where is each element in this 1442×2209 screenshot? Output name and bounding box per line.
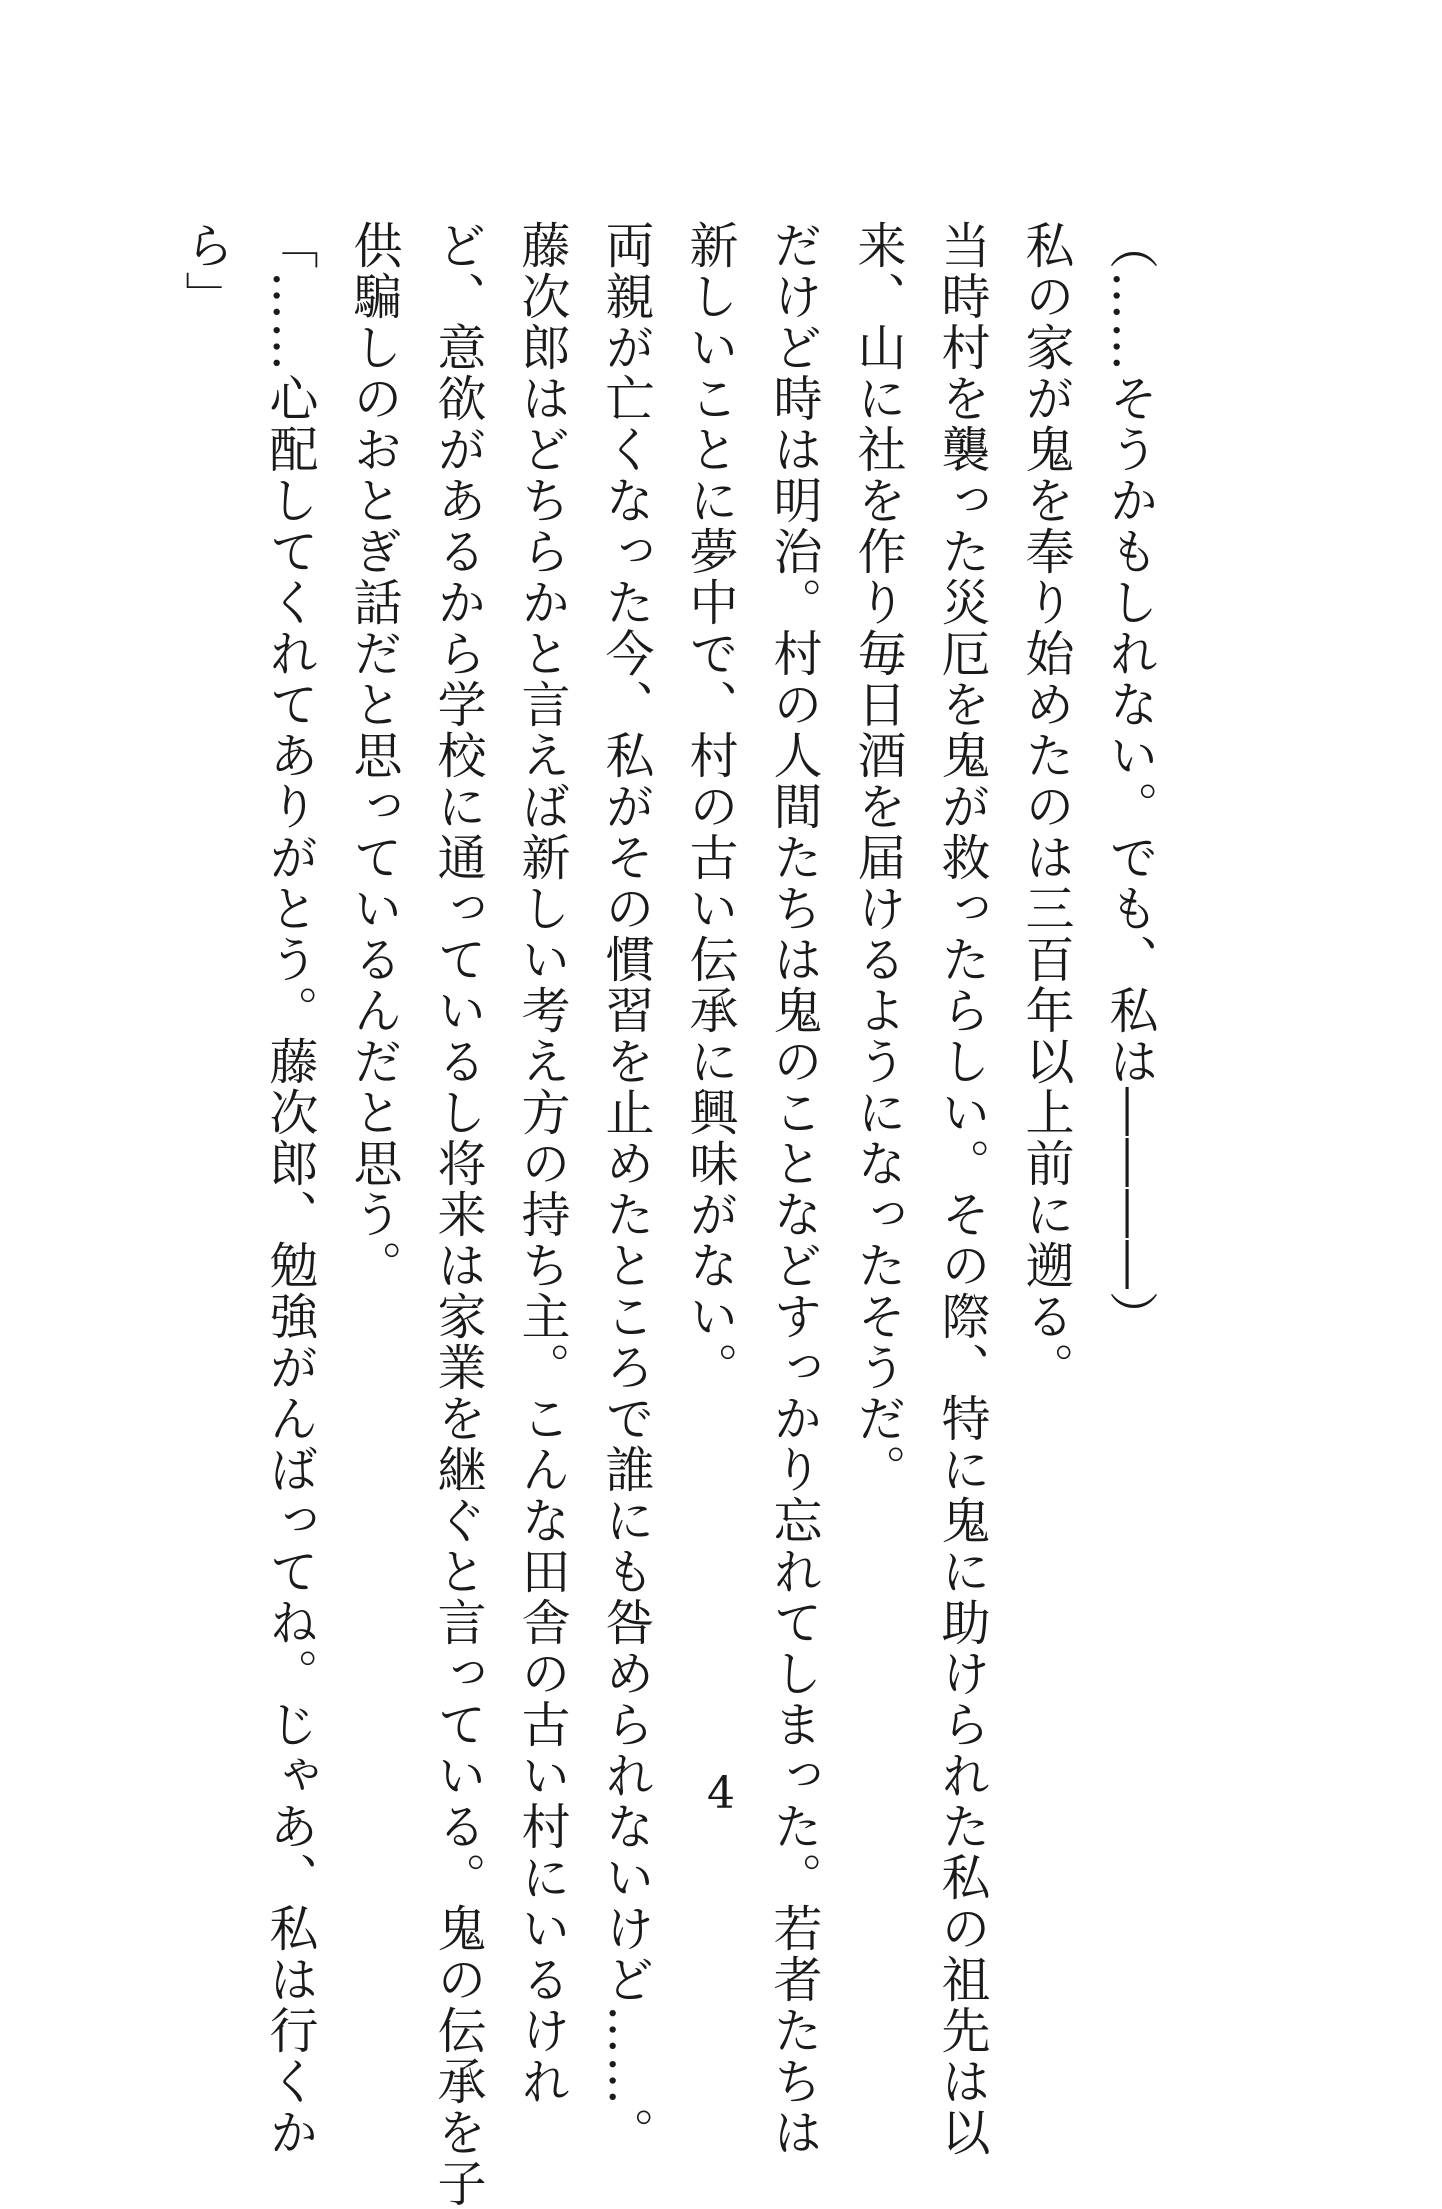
text-line: 供騙しのおとぎ話だと思っているんだと思う。	[346, 220, 403, 1291]
text-line: 藤次郎はどちらかと言えば新しい考え方の持ち主。こんな田舎の古い村にいるけれ	[514, 220, 571, 2107]
text-line: 当時村を襲った災厄を鬼が救ったらしい。その際、特に鬼に助けられた私の祖先は以	[934, 220, 991, 2158]
text-line: 両親が亡くなった今、私がその慣習を止めたところで誰にも咎められないけど……。	[598, 220, 655, 2158]
text-line: 来、山に社を作り毎日酒を届けるようになったそうだ。	[850, 220, 907, 1495]
text-line: 私の家が鬼を奉り始めたのは三百年以上前に遡る。	[1018, 220, 1075, 1393]
text-line: 「……心配してくれてありがとう。藤次郎、勉強がんばってね。じゃあ、私は行くか	[262, 220, 319, 2158]
page-number: 4	[707, 1768, 735, 1819]
text-line: 新しいことに夢中で、村の古い伝承に興味がない。	[682, 220, 739, 1393]
text-line: だけど時は明治。村の人間たちは鬼のことなどすっかり忘れてしまった。若者たちは	[766, 220, 823, 2158]
text-line: ら」	[178, 220, 235, 322]
text-line: ど、意欲があるから学校に通っているし将来は家業を継ぐと言っている。鬼の伝承を子	[430, 220, 487, 2209]
text-line: （……そうかもしれない。でも、私は――――）	[1102, 220, 1159, 1342]
vertical-text-body	[164, 220, 1172, 2209]
